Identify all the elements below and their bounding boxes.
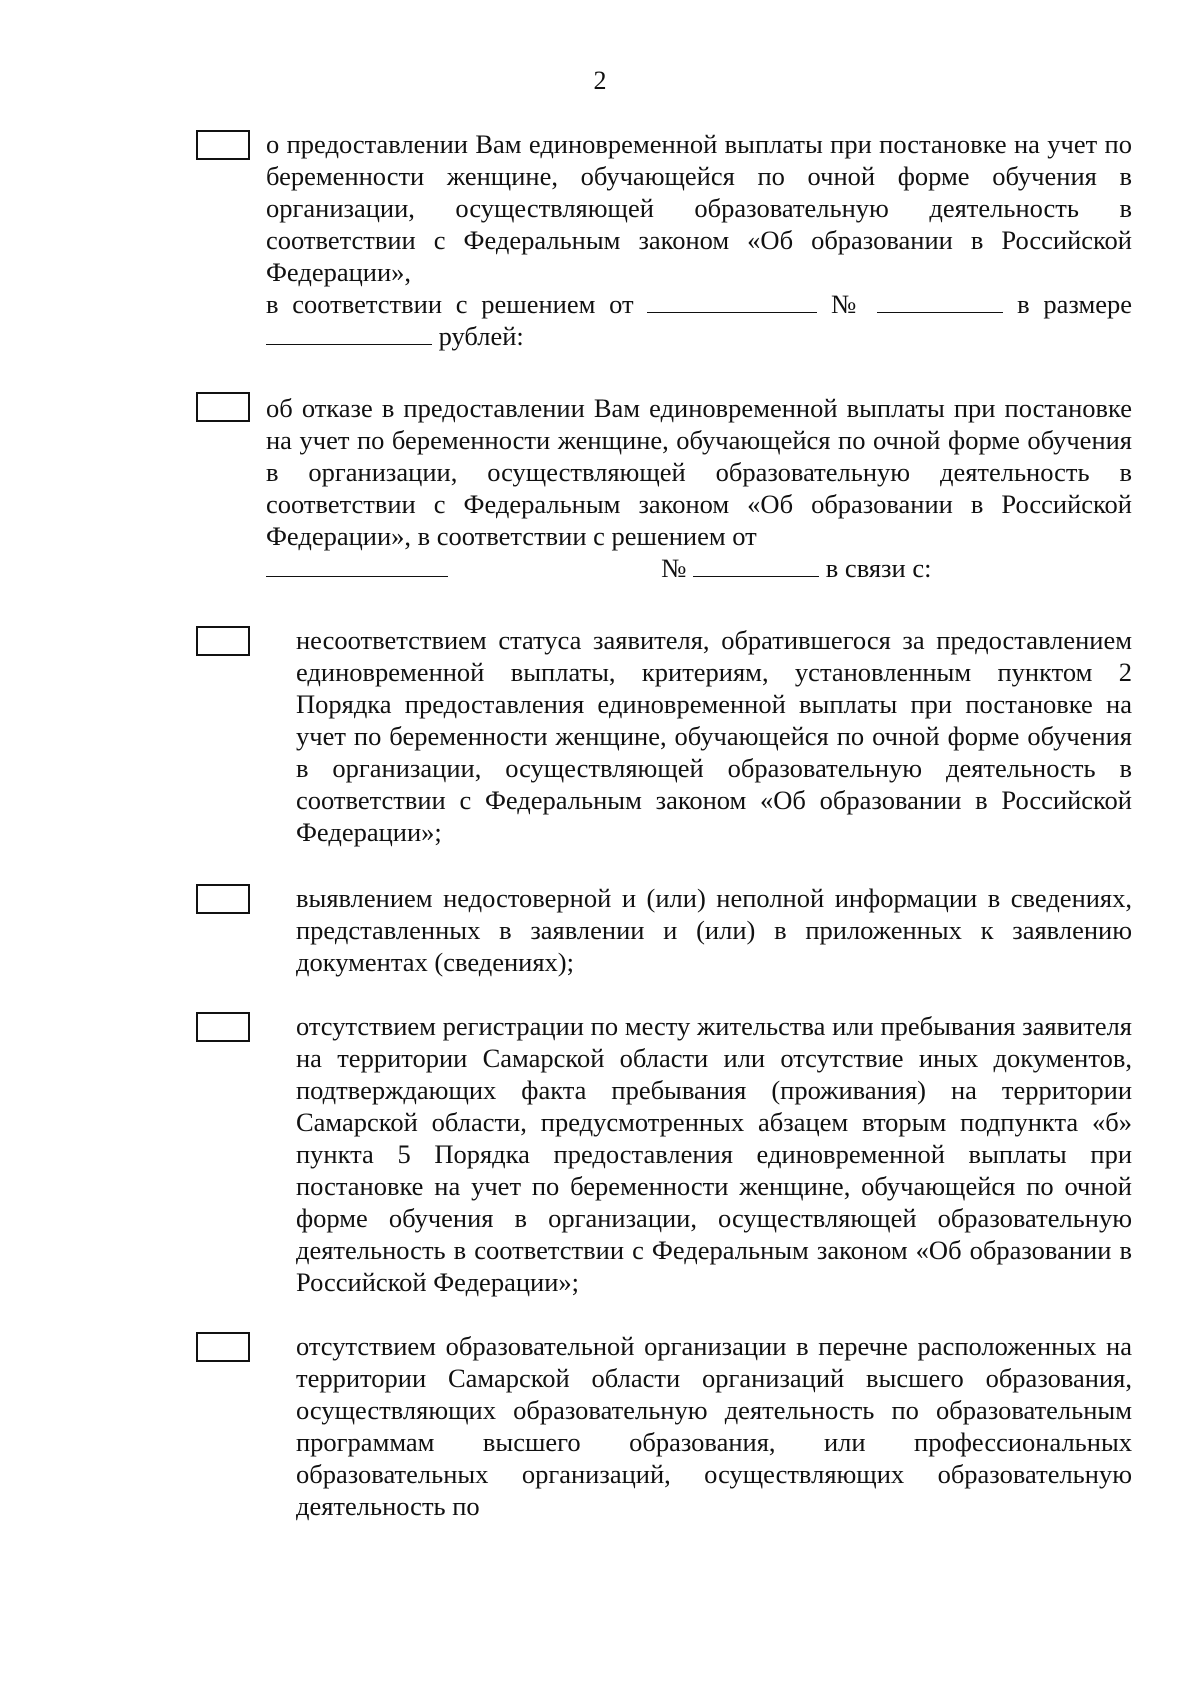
reason-1-text: несоответствием статуса заявителя, обратившегося за предоставлением единовременной выплаты, критериям, установленным пунктом 2 Порядка предоставления единовременной выплаты при постановке на учет по беременности женщине, обучающейся по очной форме обучения в организации, осуществляющей образовательную деятельность в соответствии с Федеральным законом «Об образовании в Российской Федерации»; bbox=[296, 625, 1132, 847]
reason-label: в связи с: bbox=[825, 553, 932, 583]
refusal-date-field[interactable] bbox=[266, 554, 448, 577]
reason-2-text: выявлением недостоверной и (или) неполной информации в сведениях, представленных в заявлении и (или) в приложенных к заявлению документах (сведениях); bbox=[296, 883, 1132, 977]
decision-label: в соответствии с решением от bbox=[266, 289, 634, 319]
reason-1-checkbox[interactable] bbox=[196, 626, 250, 656]
option-refusal-checkbox[interactable] bbox=[196, 392, 250, 422]
option-grant-text bbox=[266, 128, 1132, 352]
currency-label: рублей: bbox=[438, 321, 524, 351]
refusal-number-field[interactable] bbox=[693, 554, 819, 577]
reason-2-checkbox[interactable] bbox=[196, 884, 250, 914]
reason-4-checkbox[interactable] bbox=[196, 1332, 250, 1362]
amount-label: в размере bbox=[1017, 289, 1133, 319]
amount-field[interactable] bbox=[266, 322, 432, 345]
decision-number-field[interactable] bbox=[877, 290, 1003, 313]
option-grant-body: о предоставлении Вам единовременной выплаты при постановке на учет по беременности женщине, обучающейся по очной форме обучения в организации, осуществляющей образовательную деятельность в соответствии с Федеральным законом «Об образовании в Российской Федерации», bbox=[266, 129, 1132, 287]
option-grant-amount-line bbox=[266, 320, 1132, 352]
option-refusal-decision-line bbox=[266, 552, 1132, 584]
decision-date-field[interactable] bbox=[647, 290, 817, 313]
option-refusal-body: об отказе в предоставлении Вам единовременной выплаты при постановке на учет по беременности женщине, обучающейся по очной форме обучения в организации, осуществляющей образовательную деятельность в соответствии с Федеральным законом «Об образовании в Российской Федерации», в соответствии с решением от bbox=[266, 393, 1132, 551]
option-refusal-text bbox=[266, 392, 1132, 584]
reason-3-text: отсутствием регистрации по месту жительства или пребывания заявителя на территории Самарской области или отсутствие иных документов, подтверждающих факта пребывания (проживания) на территории Самарской области, предусмотренных абзацем вторым подпункта «б» пункта 5 Порядка предоставления единовременной выплаты при постановке на учет по беременности женщине, обучающейся по очной форме обучения в организации, осуществляющей образовательную деятельность в соответствии с Федеральным законом «Об образовании в Российской Федерации»; bbox=[296, 1011, 1132, 1297]
number-sign: № bbox=[661, 553, 687, 583]
reason-3-checkbox[interactable] bbox=[196, 1012, 250, 1042]
reason-4-text bbox=[296, 1330, 1132, 1522]
page-number: 2 bbox=[593, 66, 607, 95]
number-sign: № bbox=[831, 289, 864, 319]
option-grant-decision-line bbox=[266, 288, 1132, 320]
reason-4-body: отсутствием образовательной организации в перечне расположенных на территории Самарской области организаций высшего образования, осуществляющих образовательную деятельность по образовательным программам высшего образования, или профессиональных образовательных организаций, осуществляющих образовательную деятельность по bbox=[296, 1331, 1132, 1521]
option-grant-checkbox[interactable] bbox=[196, 130, 250, 160]
